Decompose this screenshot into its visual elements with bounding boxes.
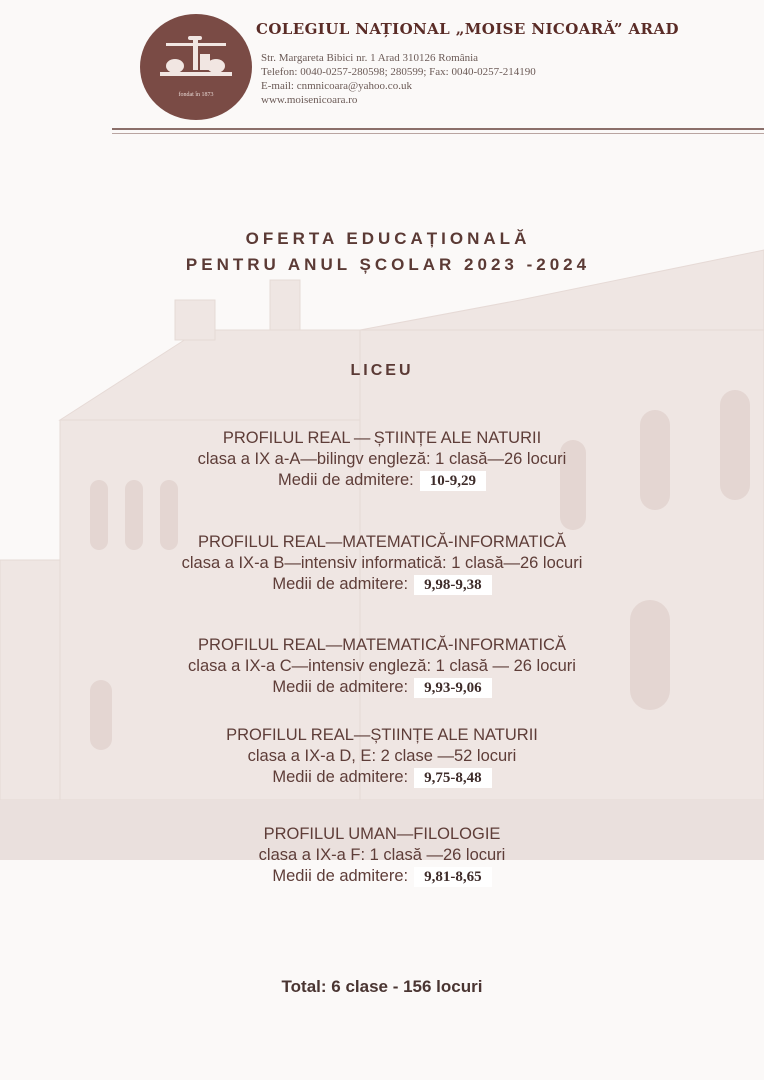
grades-label: Medii de admitere: bbox=[272, 575, 409, 593]
grades-value: 9,93-9,06 bbox=[414, 678, 492, 698]
program-class: clasa a IX-a D, E: 2 clase —52 locuri bbox=[247, 747, 517, 765]
grades-label: Medii de admitere: bbox=[272, 678, 409, 696]
grades-value: 9,98-9,38 bbox=[414, 575, 492, 595]
program-grades-row bbox=[0, 574, 764, 595]
logo-founded-text: fondat în 1873 bbox=[178, 92, 214, 98]
header-divider-thin bbox=[112, 133, 764, 134]
logo-emblem-icon bbox=[140, 14, 252, 120]
program-grades-row bbox=[0, 866, 764, 887]
website-line: www.moisenicoara.ro bbox=[261, 94, 358, 106]
program-class: clasa a IX a-A—bilingv engleză: 1 clasă—26 locuri bbox=[197, 450, 567, 468]
contact-block bbox=[261, 51, 536, 107]
grades-label: Medii de admitere: bbox=[272, 867, 409, 885]
program-profile: PROFILUL UMAN—FILOLOGIE bbox=[263, 825, 501, 843]
program-block bbox=[0, 635, 764, 698]
program-class: clasa a IX-a F: 1 clasă —26 locuri bbox=[258, 846, 506, 864]
program-profile: PROFILUL REAL — ȘTIINȚE ALE NATURII bbox=[222, 429, 542, 447]
address-line: Str. Margareta Bibici nr. 1 Arad 310126 România bbox=[261, 52, 479, 64]
school-name: COLEGIUL NAȚIONAL „MOISE NICOARĂ” ARAD bbox=[256, 20, 679, 38]
total-summary: Total: 6 clase - 156 locuri bbox=[281, 977, 483, 996]
grades-value: 9,81-8,65 bbox=[414, 867, 492, 887]
program-class: clasa a IX-a B—intensiv informatică: 1 clasă—26 locuri bbox=[181, 554, 583, 572]
program-profile: PROFILUL REAL—MATEMATICĂ-INFORMATICĂ bbox=[198, 636, 566, 654]
program-block bbox=[0, 725, 764, 788]
program-profile: PROFILUL REAL—ȘTIINȚE ALE NATURII bbox=[226, 726, 538, 744]
offer-subtitle: PENTRU ANUL ȘCOLAR 2023 -2024 bbox=[185, 255, 591, 274]
program-profile: PROFILUL REAL—MATEMATICĂ-INFORMATICĂ bbox=[198, 533, 566, 551]
school-logo bbox=[140, 14, 252, 120]
email-line: E-mail: cnmnicoara@yahoo.co.uk bbox=[261, 80, 412, 92]
grades-label: Medii de admitere: bbox=[272, 768, 409, 786]
phone-line: Telefon: 0040-0257-280598; 280599; Fax: 0040-0257-214190 bbox=[261, 66, 536, 78]
program-block bbox=[0, 532, 764, 595]
grades-value: 9,75-8,48 bbox=[414, 768, 492, 788]
program-block bbox=[0, 428, 764, 491]
header-divider bbox=[112, 128, 764, 130]
program-grades-row bbox=[0, 677, 764, 698]
grades-value: 10-9,29 bbox=[420, 471, 486, 491]
program-grades-row bbox=[0, 767, 764, 788]
program-block bbox=[0, 824, 764, 887]
section-heading: LICEU bbox=[350, 362, 414, 379]
offer-title: OFERTA EDUCAȚIONALĂ bbox=[245, 229, 531, 248]
grades-label: Medii de admitere: bbox=[278, 471, 414, 489]
program-class: clasa a IX-a C—intensiv engleză: 1 clasă — 26 locuri bbox=[188, 657, 576, 675]
program-grades-row bbox=[0, 470, 764, 491]
